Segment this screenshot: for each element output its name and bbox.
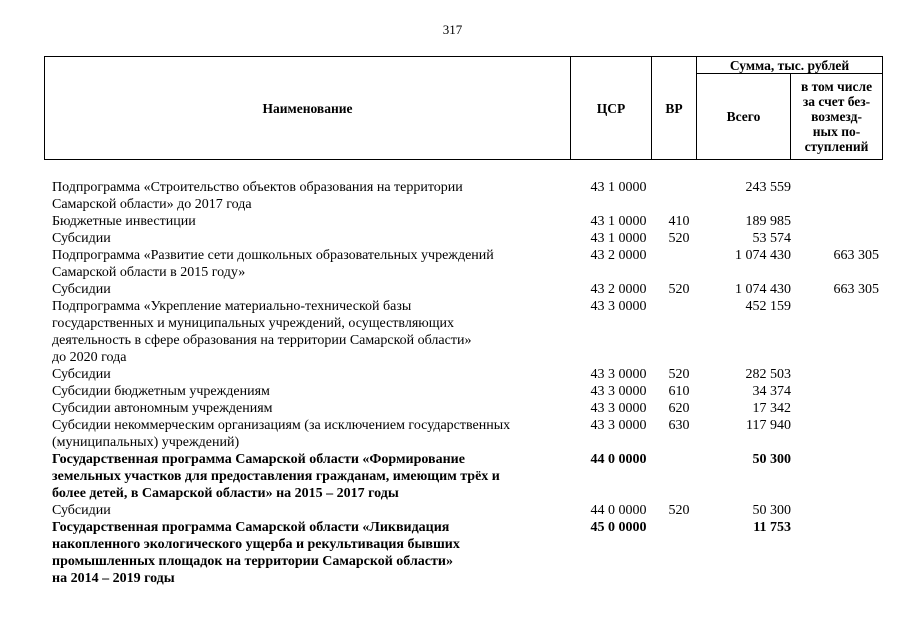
table-row [52,366,882,383]
header-free-line: в том числе [800,79,873,94]
row-free: 663 305 [833,248,879,263]
row-vr: 520 [668,367,690,382]
header-free-line: за счет без- [802,94,871,109]
row-name-line: Субсидии [52,231,111,246]
row-total: 50 300 [752,503,791,518]
row-total: 17 342 [752,401,791,416]
row-name-line: Бюджетные инвестиции [52,214,196,229]
row-total: 11 753 [753,520,791,535]
header-total: Всего [697,74,791,160]
row-csr: 43 1 0000 [590,231,647,246]
row-name-line: земельных участков для предоставления гражданам, имеющим трёх и [52,469,500,484]
row-csr: 43 3 0000 [590,299,647,314]
header-free-line: ных по- [812,124,861,139]
table-row [52,230,882,247]
row-csr: 43 3 0000 [590,401,647,416]
table-header [44,56,883,160]
row-name-line: Субсидии автономным учреждениям [52,401,273,416]
table-body [52,179,882,587]
row-csr: 43 2 0000 [590,282,647,297]
row-name [52,417,582,451]
table-row [52,400,882,417]
row-total: 282 503 [745,367,791,382]
table-row [52,502,882,519]
row-name-line: деятельность в сфере образования на территории Самарской области» [52,333,472,348]
row-name [52,213,582,230]
row-csr: 43 3 0000 [590,418,647,433]
row-name-line: промышленных площадок на территории Самарской области» [52,554,453,569]
row-name-line: Государственная программа Самарской области «Формирование [52,452,465,467]
row-free: 663 305 [833,282,879,297]
row-total: 243 559 [745,180,791,195]
row-name [52,230,582,247]
table-row [52,247,882,281]
table-row [52,281,882,298]
table-row [52,298,882,366]
row-vr: 620 [668,401,690,416]
row-name-line: Субсидии бюджетным учреждениям [52,384,270,399]
table-row [52,417,882,451]
row-vr: 520 [668,282,690,297]
row-csr: 43 1 0000 [590,180,647,195]
row-name-line: государственных и муниципальных учреждений, осуществляющих [52,316,454,331]
row-name-line: Субсидии [52,367,111,382]
row-name [52,519,582,587]
header-free [791,74,883,160]
row-csr: 43 3 0000 [590,367,647,382]
header-vr: ВР [652,57,697,160]
row-name-line: Государственная программа Самарской области «Ликвидация [52,520,450,535]
row-csr: 43 2 0000 [590,248,647,263]
row-name-line: Субсидии [52,503,111,518]
header-name: Наименование [45,57,571,160]
row-csr: 44 0 0000 [590,452,647,467]
row-total: 1 074 430 [735,282,791,297]
row-vr: 410 [668,214,690,229]
page-number: 317 [442,22,463,37]
header-csr: ЦСР [571,57,652,160]
row-name-line: на 2014 – 2019 годы [52,571,175,586]
row-name-line: более детей, в Самарской области» на 2015 – 2017 годы [52,486,399,501]
row-total: 53 574 [752,231,791,246]
table-row [52,179,882,213]
row-total: 117 940 [746,418,791,433]
row-total: 34 374 [752,384,791,399]
row-name-line: Самарской области» до 2017 года [52,197,252,212]
row-total: 452 159 [745,299,791,314]
row-name-line: Подпрограмма «Строительство объектов образования на территории [52,180,463,195]
row-name-line: Подпрограмма «Развитие сети дошкольных образовательных учреждений [52,248,494,263]
row-vr: 520 [668,503,690,518]
row-total: 1 074 430 [735,248,791,263]
row-csr: 44 0 0000 [590,503,647,518]
row-name [52,451,582,502]
row-vr: 610 [668,384,690,399]
table-row [52,213,882,230]
row-vr: 520 [668,231,690,246]
row-name-line: (муниципальных) учреждений) [52,435,240,450]
row-name-line: Субсидии некоммерческим организациям (за исключением государственных [52,418,511,433]
row-name [52,502,582,519]
row-name-line: Субсидии [52,282,111,297]
row-name [52,366,582,383]
row-name-line: накопленного экологического ущерба и рекультивация бывших [52,537,460,552]
row-name [52,400,582,417]
row-csr: 43 3 0000 [590,384,647,399]
row-total: 50 300 [752,452,791,467]
table-row [52,383,882,400]
table-row [52,519,882,587]
row-name-line: Подпрограмма «Укрепление материально-технической базы [52,299,412,314]
row-name-line: Самарской области в 2015 году» [52,265,246,280]
row-csr: 45 0 0000 [590,520,647,535]
row-name-line: до 2020 года [52,350,127,365]
row-name [52,298,582,366]
row-name [52,247,582,281]
row-csr: 43 1 0000 [590,214,647,229]
header-sum: Сумма, тыс. рублей [697,57,883,74]
row-name [52,179,582,213]
row-total: 189 985 [745,214,791,229]
row-name [52,281,582,298]
header-free-line: ступлений [804,139,869,154]
header-free-line: возмезд- [811,109,862,124]
row-vr: 630 [668,418,690,433]
row-name [52,383,582,400]
table-row [52,451,882,502]
